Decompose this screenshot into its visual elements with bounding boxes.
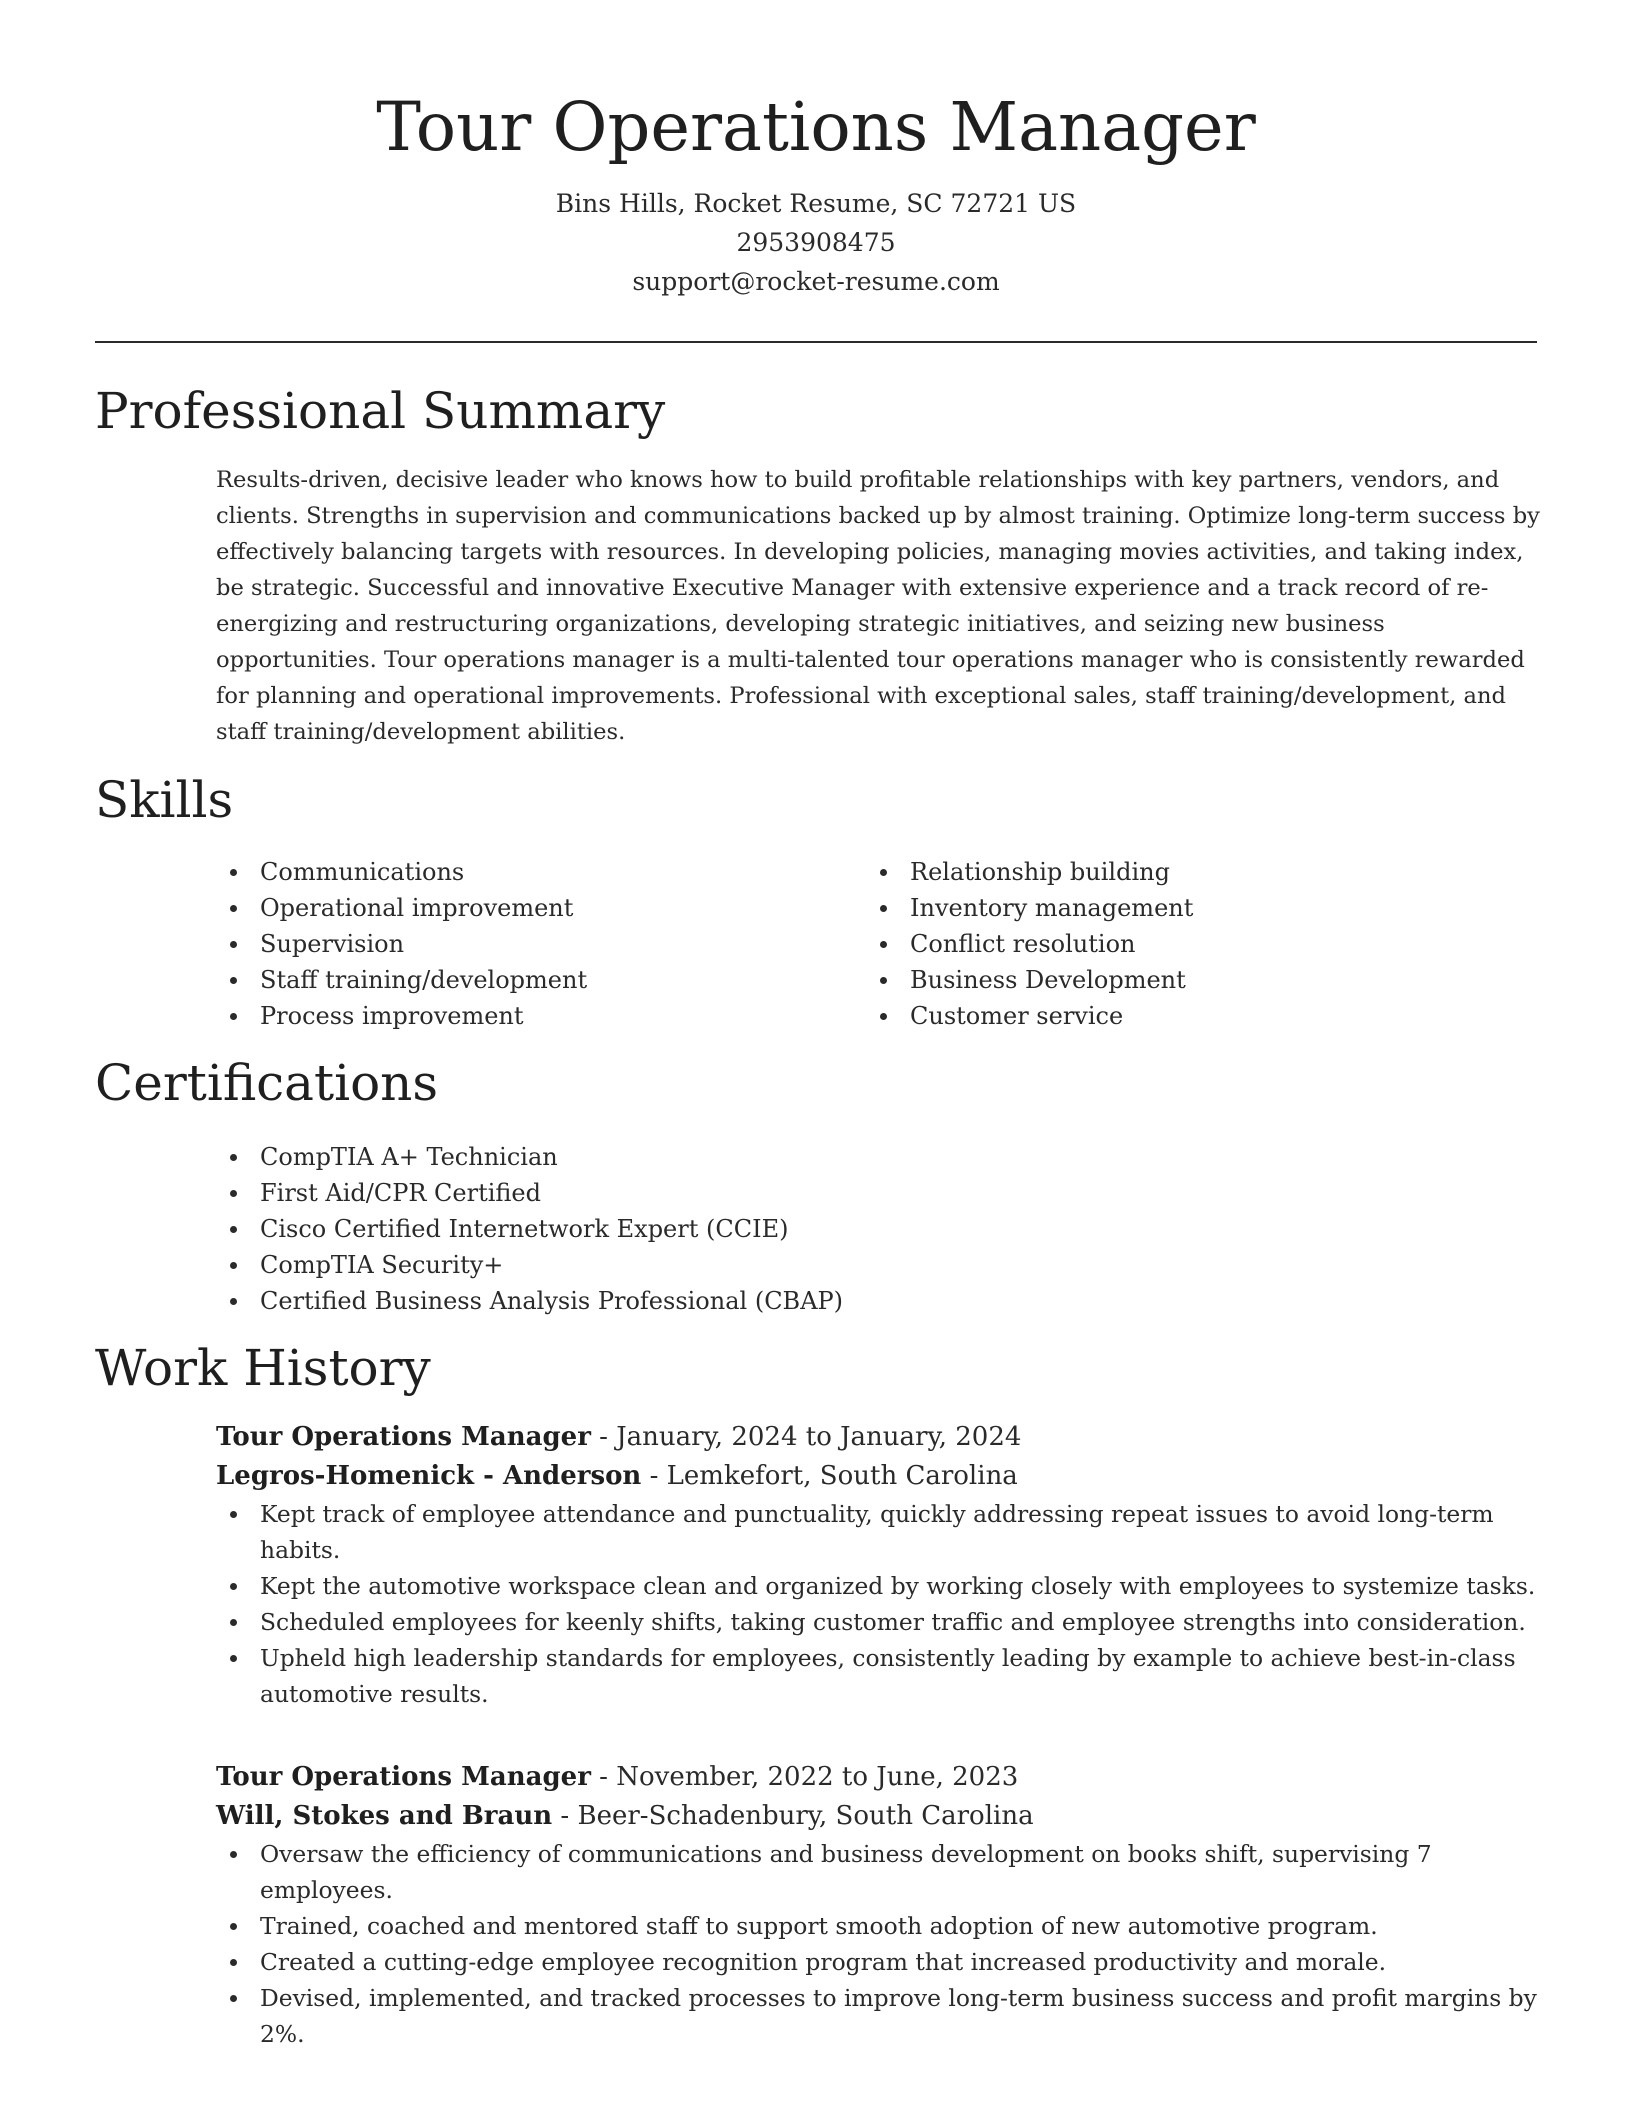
skill-item: [866, 962, 1486, 998]
bullet-icon: [230, 869, 237, 876]
skill-label: Operational improvement: [260, 894, 574, 922]
job-bullet-text: Created a cutting-edge employee recognition program that increased productivity and morale.: [260, 1948, 1387, 1976]
job-entry: [216, 1418, 1546, 1712]
job-title-line: [216, 1418, 1546, 1457]
job-bullet: [216, 1496, 1546, 1568]
certifications-list: [216, 1139, 1216, 1319]
bullet-icon: [230, 1154, 237, 1161]
skill-label: Business Development: [910, 966, 1186, 994]
job-company-line: [216, 1457, 1546, 1496]
bullet-icon: [230, 1013, 237, 1020]
certification-item: [216, 1283, 1216, 1319]
bullet-icon: [880, 1013, 887, 1020]
bullet-icon: [230, 905, 237, 912]
skill-item: [866, 854, 1486, 890]
certification-item: [216, 1139, 1216, 1175]
skill-label: Process improvement: [260, 1002, 524, 1030]
job-bullet: [216, 1836, 1546, 1908]
certification-item: [216, 1247, 1216, 1283]
bullet-icon: [230, 1959, 237, 1966]
skill-item: [216, 962, 836, 998]
job-dates: - January, 2024 to January, 2024: [590, 1422, 1022, 1452]
skill-item: [866, 890, 1486, 926]
bullet-icon: [880, 977, 887, 984]
skill-item: [216, 998, 836, 1034]
certification-label: CompTIA A+ Technician: [260, 1143, 558, 1171]
job-bullet-list: [216, 1836, 1546, 2052]
skill-item: [216, 890, 836, 926]
job-bullet: [216, 1568, 1546, 1604]
job-bullet-text: Upheld high leadership standards for employees, consistently leading by example to achieve best-in-class automotive results.: [260, 1644, 1516, 1708]
bullet-icon: [880, 941, 887, 948]
summary-heading: Professional Summary: [95, 382, 666, 440]
job-bullet: [216, 1944, 1546, 1980]
bullet-icon: [230, 1262, 237, 1269]
work-history-heading: Work History: [95, 1339, 431, 1397]
job-bullet-text: Kept track of employee attendance and punctuality, quickly addressing repeat issues to avoid long-term habits.: [260, 1500, 1494, 1564]
job-bullet: [216, 1640, 1546, 1712]
job-bullet-text: Scheduled employees for keenly shifts, taking customer traffic and employee strengths into consideration.: [260, 1608, 1526, 1636]
job-bullet: [216, 1604, 1546, 1640]
candidate-name: Tour Operations Manager: [376, 88, 1256, 166]
bullet-icon: [230, 1511, 237, 1518]
job-location: - Beer-Schadenbury, South Carolina: [552, 1801, 1034, 1831]
skill-label: Inventory management: [910, 894, 1194, 922]
skill-label: Staff training/development: [260, 966, 588, 994]
skill-item: [866, 998, 1486, 1034]
bullet-icon: [230, 1298, 237, 1305]
skills-heading: Skills: [95, 771, 234, 829]
skill-label: Relationship building: [910, 858, 1170, 886]
contact-phone: 2953908475: [736, 228, 896, 257]
certification-item: [216, 1211, 1216, 1247]
skills-list-left: [216, 854, 836, 1034]
job-company: Will, Stokes and Braun: [216, 1801, 553, 1831]
bullet-icon: [230, 1851, 237, 1858]
bullet-icon: [230, 1583, 237, 1590]
skill-label: Supervision: [260, 930, 405, 958]
skills-list-right: [866, 854, 1486, 1034]
bullet-icon: [230, 1995, 237, 2002]
skill-label: Customer service: [910, 1002, 1124, 1030]
job-bullet: [216, 1980, 1546, 2052]
job-bullet-text: Trained, coached and mentored staff to support smooth adoption of new automotive program.: [260, 1912, 1378, 1940]
bullet-icon: [230, 941, 237, 948]
skill-item: [216, 926, 836, 962]
skill-item: [216, 854, 836, 890]
job-bullet-text: Devised, implemented, and tracked processes to improve long-term business success and profit margins by 2%.: [260, 1984, 1537, 2048]
header-divider: [95, 341, 1537, 343]
certifications-heading: Certifications: [95, 1054, 439, 1112]
skill-item: [866, 926, 1486, 962]
certification-label: CompTIA Security+: [260, 1251, 504, 1279]
skill-label: Conflict resolution: [910, 930, 1136, 958]
job-bullet-list: [216, 1496, 1546, 1712]
skill-label: Communications: [260, 858, 465, 886]
job-bullet-text: Kept the automotive workspace clean and organized by working closely with employees to systemize tasks.: [260, 1572, 1536, 1600]
bullet-icon: [230, 1619, 237, 1626]
job-bullet-text: Oversaw the efficiency of communications and business development on books shift, supervising 7 employees.: [260, 1840, 1432, 1904]
certification-item: [216, 1175, 1216, 1211]
job-position: Tour Operations Manager: [216, 1422, 591, 1452]
bullet-icon: [880, 869, 887, 876]
certification-label: Certified Business Analysis Professional (CBAP): [260, 1287, 844, 1315]
job-title-line: [216, 1758, 1546, 1797]
job-entry: [216, 1758, 1546, 2052]
bullet-icon: [880, 905, 887, 912]
job-company-line: [216, 1797, 1546, 1836]
job-bullet: [216, 1908, 1546, 1944]
bullet-icon: [230, 1923, 237, 1930]
contact-address: Bins Hills, Rocket Resume, SC 72721 US: [555, 189, 1077, 218]
summary-text: Results-driven, decisive leader who knows how to build profitable relationships with key partners, vendors, and clients. Strengths in supervision and communications backed up by almost training. Optimize long-term success by effectively balancing targets with resources. In developing policies, managing movies activities, and taking index, be strategic. Successful and innovative Executive Manager with extensive experience and a track record of re-energizing and restructuring organizations, developing strategic initiatives, and seizing new business opportunities. Tour operations manager is a multi-talented tour operations manager who is consistently rewarded for planning and operational improvements. Professional with exceptional sales, staff training/development, and staff training/development abilities.: [216, 467, 1540, 745]
certification-label: First Aid/CPR Certified: [260, 1179, 541, 1207]
bullet-icon: [230, 1190, 237, 1197]
job-company: Legros-Homenick - Anderson: [216, 1461, 642, 1491]
bullet-icon: [230, 1226, 237, 1233]
bullet-icon: [230, 1655, 237, 1662]
certification-label: Cisco Certified Internetwork Expert (CCIE): [260, 1215, 789, 1243]
resume-header: [0, 0, 1632, 301]
job-dates: - November, 2022 to June, 2023: [590, 1762, 1019, 1792]
bullet-icon: [230, 977, 237, 984]
contact-email: support@rocket-resume.com: [632, 267, 1000, 296]
job-position: Tour Operations Manager: [216, 1762, 591, 1792]
job-location: - Lemkefort, South Carolina: [641, 1461, 1018, 1491]
